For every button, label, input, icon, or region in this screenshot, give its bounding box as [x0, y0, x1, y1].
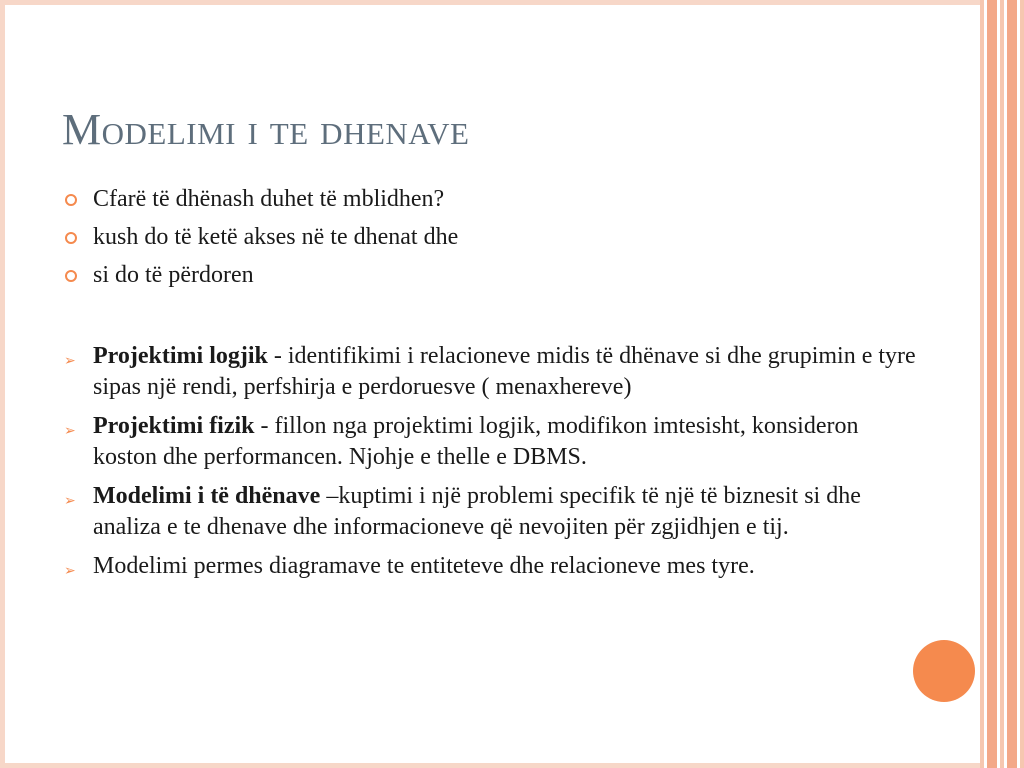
- circle-bullet-icon: [65, 270, 77, 282]
- list-item: [62, 481, 922, 542]
- list-item-text: Cfarë të dhënash duhet të mblidhen?: [93, 186, 445, 212]
- arrowhead-bullet-icon: [64, 416, 76, 447]
- circle-bullet-icon: [65, 194, 77, 206]
- stripe: [980, 0, 984, 768]
- list-item: [62, 411, 922, 472]
- list-item: [62, 260, 922, 290]
- list-item: [62, 184, 922, 214]
- frame-border-left: [0, 0, 5, 768]
- orange-circle-icon: [913, 640, 975, 702]
- slide-title: Modelimi i te dhenave: [62, 105, 470, 154]
- list-item: [62, 222, 922, 252]
- list-item-text: si do të përdoren: [93, 262, 254, 288]
- term-label: Projektimi fizik: [93, 413, 255, 439]
- list-item-text: kush do të ketë akses në te dhenat dhe: [93, 224, 459, 250]
- term-label: Projektimi logjik: [93, 343, 268, 369]
- stripe: [987, 0, 997, 768]
- arrowhead-bullet-icon: [64, 486, 76, 517]
- list-item: [62, 341, 922, 402]
- arrowhead-bullet-icon: [64, 346, 76, 377]
- stripe: [1007, 0, 1017, 768]
- frame-border-bottom: [0, 763, 1024, 768]
- term-description: –kuptimi i një problemi specifik të një të biznesit si dhe analiza e te dhenave dhe informacioneve që nevojiten për zgjidhjen e tij.: [93, 483, 861, 540]
- stripe: [1000, 0, 1004, 768]
- frame-border-top: [0, 0, 1024, 5]
- term-description: - identifikimi i relacioneve midis të dhënave si dhe grupimin e tyre sipas një rendi, perfshirja e perdoruesve ( menaxhereve): [93, 343, 916, 400]
- term-label: Modelimi i të dhënave: [93, 483, 321, 509]
- intro-list: [62, 184, 922, 298]
- list-item: [62, 551, 922, 582]
- arrowhead-bullet-icon: [64, 556, 76, 587]
- term-description: - fillon nga projektimi logjik, modifikon imtesisht, konsideron koston dhe performancen. Njohje e thelle e DBMS.: [93, 413, 859, 470]
- circle-bullet-icon: [65, 232, 77, 244]
- stripe: [1020, 0, 1024, 768]
- decorative-stripes: [980, 0, 1024, 768]
- term-description: Modelimi permes diagramave te entiteteve dhe relacioneve mes tyre.: [93, 553, 755, 579]
- detail-list: [62, 341, 922, 591]
